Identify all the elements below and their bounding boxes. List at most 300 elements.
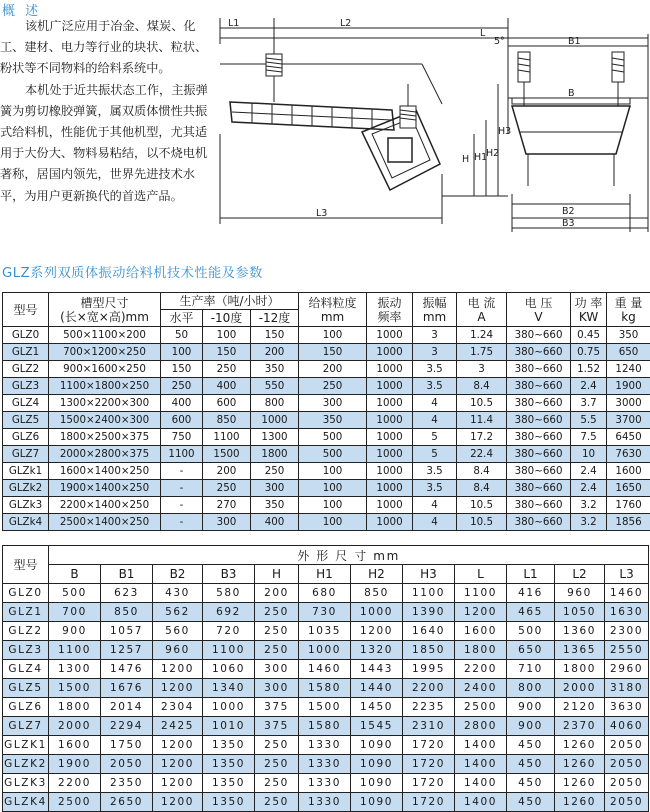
cell-voltage: 380~660 — [507, 395, 571, 412]
table-row — [3, 446, 650, 463]
cell-l1: 450 — [507, 755, 555, 774]
cell-h: 250 — [255, 622, 299, 641]
cell-minus10: 1100 — [203, 429, 251, 446]
cell-trough: 1500×2400×300 — [49, 412, 161, 429]
table-row — [3, 327, 650, 344]
cell-l2: 1365 — [555, 641, 605, 660]
cell-b3: 1350 — [203, 793, 255, 812]
dim-label-angle: 5° — [494, 36, 505, 47]
header-voltage-label: 电 压 — [525, 296, 553, 310]
cell-minus12: 150 — [251, 327, 299, 344]
header-current — [457, 293, 507, 327]
cell-vib-freq: 1000 — [367, 378, 413, 395]
cell-power: 0.75 — [571, 344, 607, 361]
cell-b: 500 — [49, 584, 101, 603]
table-row — [3, 395, 650, 412]
table-row — [3, 412, 650, 429]
cell-current: 11.4 — [457, 412, 507, 429]
cell-b3: 692 — [203, 603, 255, 622]
cell-b1: 2650 — [101, 793, 153, 812]
header-minus12: -12度 — [251, 310, 299, 327]
header-voltage — [507, 293, 571, 327]
cell-weight: 7630 — [607, 446, 650, 463]
cell-model: GLZ6 — [3, 698, 49, 717]
dim-label-h: H — [462, 154, 469, 165]
dim-header-l1: L1 — [507, 565, 555, 584]
cell-level: - — [161, 463, 203, 480]
table-row — [3, 774, 649, 793]
cell-l1: 450 — [507, 793, 555, 812]
cell-granularity: 100 — [299, 514, 367, 531]
table-row — [3, 660, 649, 679]
cell-b1: 2014 — [101, 698, 153, 717]
cell-b: 1300 — [49, 660, 101, 679]
dim-header-b: B — [49, 565, 101, 584]
cell-minus12: 1000 — [251, 412, 299, 429]
cell-minus10: 600 — [203, 395, 251, 412]
cell-h3: 1720 — [403, 774, 455, 793]
cell-current: 8.4 — [457, 463, 507, 480]
header-power-label: 功 率 — [575, 296, 603, 310]
cell-l2: 1360 — [555, 622, 605, 641]
cell-model: GLZ7 — [3, 446, 49, 463]
cell-h1: 1500 — [299, 698, 351, 717]
cell-trough: 500×1100×200 — [49, 327, 161, 344]
cell-amplitude: 3.5 — [413, 480, 457, 497]
cell-h3: 1640 — [403, 622, 455, 641]
cell-model: GLZ0 — [3, 327, 49, 344]
dim-header-h3: H3 — [403, 565, 455, 584]
cell-granularity: 350 — [299, 412, 367, 429]
cell-minus10: 400 — [203, 378, 251, 395]
cell-voltage: 380~660 — [507, 463, 571, 480]
cell-vib-freq: 1000 — [367, 395, 413, 412]
cell-model: GLZ4 — [3, 660, 49, 679]
table-row — [3, 497, 650, 514]
cell-h2: 1443 — [351, 660, 403, 679]
cell-l3: 2050 — [605, 755, 649, 774]
cell-power: 3.2 — [571, 514, 607, 531]
cell-minus10: 100 — [203, 327, 251, 344]
cell-b2: 2304 — [153, 698, 203, 717]
dim-label-b1: B1 — [568, 36, 581, 47]
cell-l3: 3630 — [605, 698, 649, 717]
cell-vib-freq: 1000 — [367, 480, 413, 497]
cell-weight: 1650 — [607, 480, 650, 497]
cell-power: 2.4 — [571, 480, 607, 497]
cell-current: 3 — [457, 361, 507, 378]
cell-h1: 1330 — [299, 755, 351, 774]
cell-h: 250 — [255, 736, 299, 755]
table-row — [3, 429, 650, 446]
dim-header-b2: B2 — [153, 565, 203, 584]
cell-b2: 960 — [153, 641, 203, 660]
cell-model: GLZk1 — [3, 463, 49, 480]
cell-b1: 850 — [101, 603, 153, 622]
cell-h: 250 — [255, 793, 299, 812]
cell-b2: 1200 — [153, 660, 203, 679]
cell-model: GLZ3 — [3, 378, 49, 395]
cell-l3: 4060 — [605, 717, 649, 736]
cell-minus10: 250 — [203, 480, 251, 497]
cell-l1: 900 — [507, 717, 555, 736]
cell-h1: 1330 — [299, 793, 351, 812]
table-row — [3, 793, 649, 812]
cell-h: 250 — [255, 755, 299, 774]
cell-vib-freq: 1000 — [367, 497, 413, 514]
cell-h1: 1035 — [299, 622, 351, 641]
dim-header-model: 型号 — [3, 546, 49, 584]
cell-l2: 2120 — [555, 698, 605, 717]
table-row — [3, 584, 649, 603]
cell-b2: 562 — [153, 603, 203, 622]
cell-b1: 2294 — [101, 717, 153, 736]
header-current-unit: A — [477, 310, 485, 324]
cell-granularity: 100 — [299, 327, 367, 344]
cell-vib-freq: 1000 — [367, 514, 413, 531]
cell-model: GLZ2 — [3, 361, 49, 378]
cell-vib-freq: 1000 — [367, 361, 413, 378]
table-row — [3, 463, 650, 480]
header-model: 型号 — [3, 293, 49, 327]
cell-b3: 1060 — [203, 660, 255, 679]
header-power-unit: KW — [579, 310, 598, 324]
cell-h3: 1995 — [403, 660, 455, 679]
cell-current: 8.4 — [457, 378, 507, 395]
cell-l: 2200 — [455, 660, 507, 679]
cell-h: 250 — [255, 774, 299, 793]
cell-model: GLZK4 — [3, 793, 49, 812]
cell-h1: 680 — [299, 584, 351, 603]
cell-current: 10.5 — [457, 395, 507, 412]
cell-minus12: 550 — [251, 378, 299, 395]
cell-l1: 900 — [507, 698, 555, 717]
cell-minus10: 250 — [203, 361, 251, 378]
cell-minus12: 1800 — [251, 446, 299, 463]
cell-vib-freq: 1000 — [367, 412, 413, 429]
cell-h1: 1460 — [299, 660, 351, 679]
cell-model: GLZ6 — [3, 429, 49, 446]
cell-current: 1.75 — [457, 344, 507, 361]
table-row — [3, 698, 649, 717]
cell-b: 700 — [49, 603, 101, 622]
header-trough-sub: (长×宽×高)mm — [60, 310, 149, 324]
cell-l2: 1260 — [555, 755, 605, 774]
cell-l3: 3180 — [605, 679, 649, 698]
dim-header-h: H — [255, 565, 299, 584]
performance-table — [2, 292, 650, 531]
cell-h3: 1100 — [403, 584, 455, 603]
cell-h2: 1090 — [351, 774, 403, 793]
cell-b1: 623 — [101, 584, 153, 603]
cell-vib-freq: 1000 — [367, 446, 413, 463]
cell-h2: 1090 — [351, 755, 403, 774]
header-weight-label: 重 量 — [615, 296, 643, 310]
cell-b1: 2350 — [101, 774, 153, 793]
cell-current: 22.4 — [457, 446, 507, 463]
cell-model: GLZk2 — [3, 480, 49, 497]
cell-level: - — [161, 497, 203, 514]
cell-l2: 2370 — [555, 717, 605, 736]
cell-h1: 1000 — [299, 641, 351, 660]
cell-b: 1100 — [49, 641, 101, 660]
cell-model: GLZ5 — [3, 412, 49, 429]
cell-h: 300 — [255, 660, 299, 679]
dim-header-group: 外 形 尺 寸 mm — [49, 546, 649, 565]
cell-h2: 1440 — [351, 679, 403, 698]
cell-voltage: 380~660 — [507, 378, 571, 395]
dim-label-l: L — [480, 28, 486, 39]
cell-b3: 1350 — [203, 736, 255, 755]
cell-l3: 2050 — [605, 793, 649, 812]
cell-trough: 1300×2200×300 — [49, 395, 161, 412]
cell-b1: 1676 — [101, 679, 153, 698]
cell-b: 2500 — [49, 793, 101, 812]
cell-b3: 1340 — [203, 679, 255, 698]
cell-model: GLZ2 — [3, 622, 49, 641]
cell-power: 2.4 — [571, 463, 607, 480]
cell-b1: 1257 — [101, 641, 153, 660]
cell-l1: 710 — [507, 660, 555, 679]
table-row — [3, 378, 650, 395]
cell-minus12: 350 — [251, 497, 299, 514]
cell-h2: 1090 — [351, 793, 403, 812]
cell-b1: 2050 — [101, 755, 153, 774]
cell-amplitude: 4 — [413, 395, 457, 412]
cell-b2: 430 — [153, 584, 203, 603]
cell-l2: 960 — [555, 584, 605, 603]
cell-b: 900 — [49, 622, 101, 641]
cell-b3: 1350 — [203, 774, 255, 793]
cell-power: 10 — [571, 446, 607, 463]
dim-label-b: B — [568, 88, 575, 99]
cell-h: 300 — [255, 679, 299, 698]
header-vib-freq-line2: 频率 — [378, 310, 402, 324]
cell-minus10: 200 — [203, 463, 251, 480]
cell-h1: 1330 — [299, 774, 351, 793]
cell-current: 10.5 — [457, 497, 507, 514]
cell-minus10: 150 — [203, 344, 251, 361]
cell-model: GLZ4 — [3, 395, 49, 412]
cell-b2: 2425 — [153, 717, 203, 736]
cell-minus10: 1500 — [203, 446, 251, 463]
cell-level: 600 — [161, 412, 203, 429]
cell-voltage: 380~660 — [507, 327, 571, 344]
cell-vib-freq: 1000 — [367, 463, 413, 480]
cell-h: 200 — [255, 584, 299, 603]
cell-b2: 1200 — [153, 774, 203, 793]
dimensions-table — [2, 545, 649, 812]
header-weight-unit: kg — [621, 310, 636, 324]
cell-l: 1600 — [455, 622, 507, 641]
cell-l: 1400 — [455, 755, 507, 774]
dim-header-b3: B3 — [203, 565, 255, 584]
dim-header-l3: L3 — [605, 565, 649, 584]
cell-b3: 1350 — [203, 755, 255, 774]
cell-minus10: 270 — [203, 497, 251, 514]
dim-label-h2: H2 — [486, 148, 499, 159]
cell-voltage: 380~660 — [507, 446, 571, 463]
cell-l2: 1800 — [555, 660, 605, 679]
cell-minus12: 400 — [251, 514, 299, 531]
cell-l: 1400 — [455, 736, 507, 755]
cell-weight: 3000 — [607, 395, 650, 412]
cell-level: 400 — [161, 395, 203, 412]
cell-h2: 1450 — [351, 698, 403, 717]
cell-h3: 1390 — [403, 603, 455, 622]
table-row — [3, 755, 649, 774]
cell-granularity: 500 — [299, 446, 367, 463]
cell-h: 250 — [255, 641, 299, 660]
cell-b: 1500 — [49, 679, 101, 698]
header-amplitude-unit: mm — [423, 310, 446, 324]
cell-l3: 1630 — [605, 603, 649, 622]
cell-amplitude: 4 — [413, 514, 457, 531]
cell-minus12: 250 — [251, 463, 299, 480]
cell-voltage: 380~660 — [507, 361, 571, 378]
cell-h: 375 — [255, 717, 299, 736]
dim-label-h1: H1 — [474, 152, 487, 163]
cell-weight: 1856 — [607, 514, 650, 531]
header-trough — [49, 293, 161, 327]
cell-b2: 1200 — [153, 679, 203, 698]
header-capacity: 生产率（吨/小时） — [161, 293, 299, 310]
cell-level: 750 — [161, 429, 203, 446]
header-granularity-label: 给料粒度 — [309, 296, 357, 310]
cell-granularity: 300 — [299, 395, 367, 412]
cell-granularity: 200 — [299, 361, 367, 378]
cell-h: 250 — [255, 603, 299, 622]
header-amplitude-label: 振幅 — [423, 296, 447, 310]
cell-b: 1800 — [49, 698, 101, 717]
cell-amplitude: 5 — [413, 429, 457, 446]
cell-weight: 350 — [607, 327, 650, 344]
cell-h3: 2310 — [403, 717, 455, 736]
table-row — [3, 514, 650, 531]
cell-h3: 1720 — [403, 793, 455, 812]
dim-header-l2: L2 — [555, 565, 605, 584]
table-row — [3, 361, 650, 378]
cell-trough: 1800×2500×375 — [49, 429, 161, 446]
cell-l2: 1260 — [555, 736, 605, 755]
cell-vib-freq: 1000 — [367, 327, 413, 344]
cell-minus10: 300 — [203, 514, 251, 531]
cell-trough: 1900×1400×250 — [49, 480, 161, 497]
cell-l3: 2050 — [605, 736, 649, 755]
cell-b1: 1750 — [101, 736, 153, 755]
cell-granularity: 250 — [299, 378, 367, 395]
cell-trough: 2500×1400×250 — [49, 514, 161, 531]
cell-weight: 650 — [607, 344, 650, 361]
cell-level: 150 — [161, 361, 203, 378]
cell-l3: 2960 — [605, 660, 649, 679]
cell-granularity: 100 — [299, 463, 367, 480]
cell-l1: 650 — [507, 641, 555, 660]
cell-trough: 1600×1400×250 — [49, 463, 161, 480]
cell-amplitude: 3.5 — [413, 463, 457, 480]
cell-model: GLZk3 — [3, 497, 49, 514]
cell-weight: 1600 — [607, 463, 650, 480]
dim-label-l3: L3 — [316, 208, 327, 219]
table-row — [3, 603, 649, 622]
cell-amplitude: 3 — [413, 344, 457, 361]
dim-header-b1: B1 — [101, 565, 153, 584]
dim-label-h3: H3 — [498, 126, 511, 137]
cell-power: 3.7 — [571, 395, 607, 412]
cell-minus12: 200 — [251, 344, 299, 361]
cell-model: GLZ5 — [3, 679, 49, 698]
header-granularity — [299, 293, 367, 327]
cell-trough: 2200×1400×250 — [49, 497, 161, 514]
cell-b3: 580 — [203, 584, 255, 603]
cell-model: GLZK3 — [3, 774, 49, 793]
cell-l1: 416 — [507, 584, 555, 603]
table-row — [3, 344, 650, 361]
cell-power: 7.5 — [571, 429, 607, 446]
cell-h2: 1000 — [351, 603, 403, 622]
dim-header-l: L — [455, 565, 507, 584]
header-current-label: 电 流 — [468, 296, 496, 310]
cell-model: GLZK2 — [3, 755, 49, 774]
cell-weight: 1240 — [607, 361, 650, 378]
cell-h1: 1330 — [299, 736, 351, 755]
cell-amplitude: 4 — [413, 412, 457, 429]
cell-l: 2400 — [455, 679, 507, 698]
cell-l1: 465 — [507, 603, 555, 622]
cell-model: GLZ1 — [3, 603, 49, 622]
cell-model: GLZK1 — [3, 736, 49, 755]
table-row — [3, 736, 649, 755]
header-vib-freq — [367, 293, 413, 327]
cell-amplitude: 5 — [413, 446, 457, 463]
cell-b3: 1000 — [203, 698, 255, 717]
cell-level: 250 — [161, 378, 203, 395]
cell-minus10: 850 — [203, 412, 251, 429]
cell-voltage: 380~660 — [507, 497, 571, 514]
cell-model: GLZ7 — [3, 717, 49, 736]
cell-b2: 1200 — [153, 736, 203, 755]
header-trough-label: 槽型尺寸 — [80, 296, 128, 310]
header-power — [571, 293, 607, 327]
cell-vib-freq: 1000 — [367, 429, 413, 446]
cell-weight: 6450 — [607, 429, 650, 446]
cell-l3: 2550 — [605, 641, 649, 660]
cell-level: - — [161, 514, 203, 531]
cell-l2: 2000 — [555, 679, 605, 698]
intro-text — [0, 16, 218, 207]
cell-level: 50 — [161, 327, 203, 344]
cell-l: 1400 — [455, 774, 507, 793]
cell-granularity: 150 — [299, 344, 367, 361]
cell-l: 1800 — [455, 641, 507, 660]
cell-b3: 1100 — [203, 641, 255, 660]
table-row — [3, 480, 650, 497]
cell-l3: 2300 — [605, 622, 649, 641]
cell-trough: 900×1600×250 — [49, 361, 161, 378]
cell-h: 375 — [255, 698, 299, 717]
cell-granularity: 100 — [299, 497, 367, 514]
section-title-overview: 概 述 — [2, 0, 41, 19]
cell-h3: 1720 — [403, 755, 455, 774]
cell-weight: 1760 — [607, 497, 650, 514]
cell-l: 1400 — [455, 793, 507, 812]
cell-model: GLZ0 — [3, 584, 49, 603]
header-weight — [607, 293, 650, 327]
cell-l2: 1050 — [555, 603, 605, 622]
cell-h3: 1850 — [403, 641, 455, 660]
cell-voltage: 380~660 — [507, 514, 571, 531]
cell-b: 2000 — [49, 717, 101, 736]
